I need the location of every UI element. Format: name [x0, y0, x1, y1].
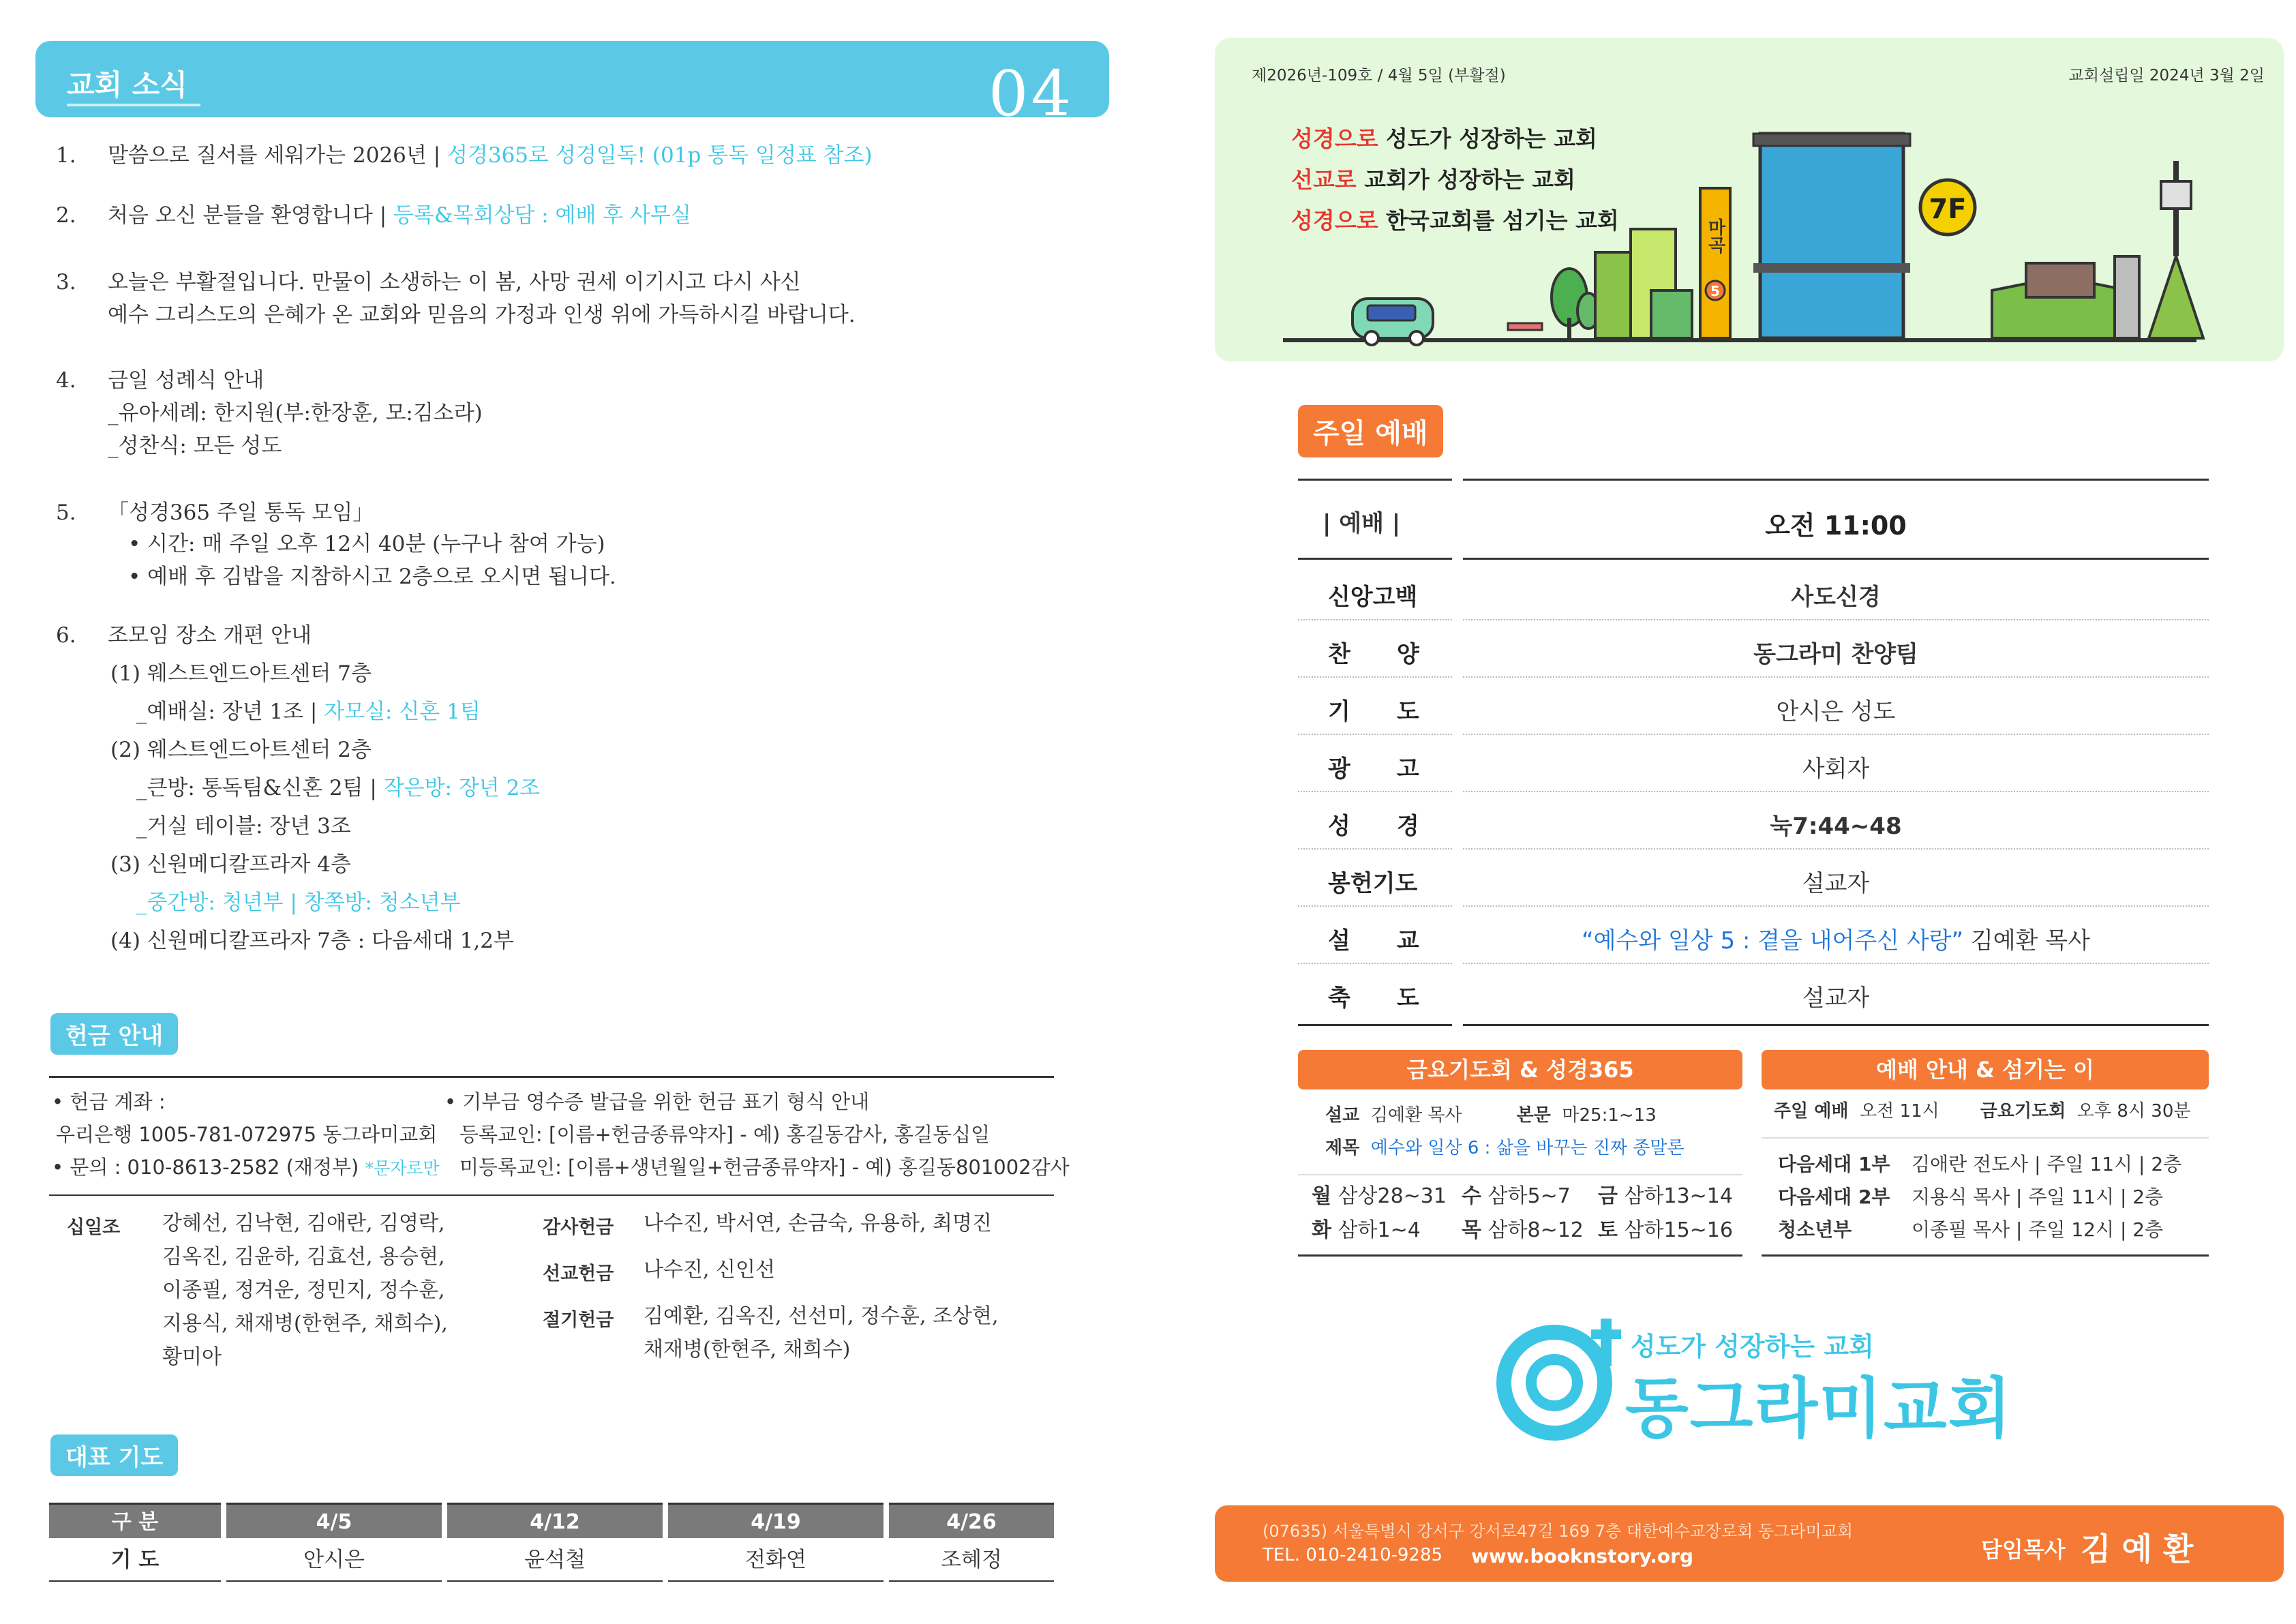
- friday-title: 금요기도회 & 성경365: [1298, 1050, 1742, 1089]
- divider: [49, 1076, 1054, 1078]
- issue-info: 제2026년-109호 / 4월 5일 (부활절): [1252, 67, 1506, 85]
- schedule-day: 금: [1598, 1184, 1618, 1208]
- schedule-reading: 삼상28~31: [1331, 1184, 1447, 1208]
- prayer-header-cell: 구 분: [49, 1503, 221, 1538]
- floor-badge-icon: [1920, 180, 1975, 235]
- schedule-item: [1312, 1179, 1447, 1214]
- friday-row: [1325, 1099, 1685, 1132]
- friday-text: 마25:1~13: [1562, 1105, 1657, 1126]
- services-row: [1778, 1148, 2201, 1181]
- building-icon: [2115, 256, 2139, 338]
- offering-contact-note: *문자로만: [365, 1158, 440, 1178]
- season-label: 절기헌금: [543, 1310, 614, 1331]
- footer-address: (07635) 서울특별시 강서구 강서로47길 169 7층 대한예수교장로회 동그라미교회: [1263, 1522, 1854, 1541]
- schedule-row: [1312, 1214, 1742, 1248]
- prayer-cell: 윤석철: [447, 1539, 663, 1582]
- worship-row-value: 사회자: [1802, 755, 1870, 783]
- worship-row: [1298, 678, 2209, 735]
- bus-icon: [1353, 299, 1433, 345]
- divider: [1463, 479, 2209, 481]
- offering-account-label: • 헌금 계좌 :: [52, 1090, 166, 1113]
- offering-account: 우리은행 1005-781-072975 동그라미교회: [56, 1123, 438, 1146]
- friday-subject: 예수와 일상 6 : 삶을 바꾸는 진짜 종말론: [1370, 1138, 1685, 1158]
- thanks-label: 감사헌금: [543, 1217, 614, 1238]
- news-highlight: 자모실: 신혼 1팀: [317, 700, 481, 724]
- friday-preacher: 김예환 목사: [1370, 1105, 1462, 1126]
- footer-tel: TEL. 010-2410-9285: [1263, 1545, 1443, 1565]
- slogan-highlight: 성경으로: [1291, 207, 1378, 234]
- news-text: (1) 웨스트엔드아트센터 7층: [110, 661, 372, 686]
- divider: [1762, 1137, 2209, 1139]
- worship-head-label: | 예배 |: [1323, 510, 1401, 537]
- worship-row-label: 기 도: [1328, 698, 1419, 725]
- circle-logo-icon: [1489, 1309, 1625, 1445]
- services-title: 예배 안내 & 섬기는 이: [1762, 1050, 2209, 1089]
- worship-row-value: 사도신경: [1791, 584, 1881, 611]
- offering-contact-line: [52, 1151, 440, 1185]
- news-item-2: [108, 199, 691, 232]
- news-num: 3.: [56, 270, 76, 295]
- schedule-item: [1462, 1214, 1584, 1248]
- worship-row: [1298, 792, 2209, 849]
- divider: [1298, 1254, 1742, 1257]
- worship-row-label: 신앙고백: [1328, 584, 1418, 611]
- banner: [1215, 38, 2284, 361]
- services-value: 오후 8시 30분: [2076, 1101, 2191, 1122]
- schedule-item: [1598, 1179, 1733, 1214]
- friday-label: 제목: [1325, 1138, 1360, 1158]
- slogan-text: 한국교회를 섬기는 교회: [1378, 207, 1619, 234]
- friday-label: 설교: [1325, 1105, 1360, 1126]
- pastor-label: 담임목사: [1981, 1537, 2066, 1563]
- worship-row: [1298, 907, 2209, 964]
- schedule-item: [1598, 1214, 1733, 1248]
- receipt-title: • 기부금 영수증 발급을 위한 헌금 표기 형식 안내: [444, 1090, 870, 1113]
- prayer-title: 대표 기도: [50, 1434, 178, 1476]
- worship-row-label: 축 도: [1328, 984, 1419, 1012]
- schedule-item: [1312, 1214, 1421, 1248]
- palace-icon: [1992, 263, 2128, 338]
- worship-row: [1298, 964, 2209, 1021]
- news-text: (3) 신원메디칼프라자 4층: [110, 852, 351, 877]
- tithe-label: 십일조: [67, 1217, 121, 1238]
- news-text: 조모임 장소 개편 안내: [108, 623, 312, 648]
- worship-time: 오전 11:00: [1765, 511, 1907, 541]
- divider: [1463, 558, 2209, 560]
- reading-schedule: [1312, 1179, 1742, 1248]
- news-highlight: 성경365로 성경일독! (01p 통독 일정표 참조): [440, 143, 873, 168]
- services-row-value: 지용식 목사 | 주일 11시 | 2층: [1912, 1186, 2164, 1208]
- worship-title: 주일 예배: [1298, 405, 1443, 457]
- schedule-reading: 삼하1~4: [1331, 1218, 1421, 1242]
- subway-sign-number: 5: [1710, 283, 1720, 299]
- footer: [1215, 1505, 2284, 1582]
- services-label: 금요기도회: [1980, 1101, 2066, 1122]
- services-row-value: 김애란 전도사 | 주일 11시 | 2층: [1912, 1153, 2182, 1175]
- services-list: [1778, 1148, 2201, 1246]
- bench-icon: [1508, 323, 1542, 330]
- news-highlight: 등록&목회상담 : 예배 후 사무실: [387, 203, 691, 228]
- services-label: 주일 예배: [1774, 1101, 1849, 1122]
- schedule-reading: 삼하8~12: [1481, 1218, 1584, 1242]
- news-text: _예배실: 장년 1조 |: [136, 700, 318, 724]
- seoul-tower-icon: [2149, 161, 2203, 338]
- schedule-reading: 삼하15~16: [1617, 1218, 1733, 1242]
- schedule-item: [1462, 1179, 1571, 1214]
- mission-names: 나수진, 신인선: [644, 1258, 775, 1282]
- slogan-highlight: 성경으로: [1291, 125, 1378, 152]
- services-row-label: 청소년부: [1778, 1218, 1852, 1241]
- slogan-highlight: 선교로: [1291, 166, 1357, 193]
- friday-info: [1325, 1099, 1685, 1164]
- page-number: 04: [988, 57, 1074, 130]
- services-row-label: 다음세대 1부: [1778, 1153, 1890, 1175]
- worship-row-label: 봉헌기도: [1328, 870, 1418, 897]
- prayer-header-cell: 4/19: [668, 1503, 883, 1538]
- divider: [1463, 1024, 2209, 1026]
- services-row-label: 다음세대 2부: [1778, 1186, 1890, 1208]
- slogan-text: 교회가 성장하는 교회: [1356, 166, 1576, 193]
- worship-row-label: 광 고: [1328, 755, 1419, 783]
- schedule-day: 화: [1312, 1218, 1331, 1242]
- news-text: 「성경365 주일 통독 모임」: [108, 500, 374, 525]
- news-text: 처음 오신 분들을 환영합니다 |: [108, 203, 387, 228]
- sermon-title: “예수와 일상 5 : 곁을 내어주신 사랑”: [1582, 927, 1964, 954]
- thanks-names: 나수진, 박서연, 손금숙, 유용하, 최명진: [644, 1212, 992, 1235]
- news-text: (2) 웨스트엔드아트센터 2층: [110, 738, 372, 762]
- tree-icon: [1552, 269, 1599, 338]
- divider: [1298, 479, 1452, 481]
- receipt-registered: 등록교인: [이름+헌금종류약자] - 예) 홍길동감사, 홍길동십일: [459, 1123, 991, 1146]
- news-text: _성찬식: 모든 성도: [108, 434, 282, 458]
- news-text: (4) 신원메디칼프라자 7층 : 다음세대 1,2부: [110, 929, 514, 953]
- services-row: [1778, 1181, 2201, 1214]
- city-illustration: [1283, 93, 2258, 359]
- news-item-1: [108, 139, 873, 172]
- prayer-header-cell: 4/5: [226, 1503, 442, 1538]
- news-list: [0, 0, 1132, 968]
- divider: [49, 1194, 1054, 1196]
- worship-row-value: 안시은 성도: [1776, 698, 1896, 725]
- worship-row: [1298, 735, 2209, 792]
- worship-row-label: 성 경: [1328, 813, 1419, 840]
- church-logo: [1489, 1309, 2021, 1445]
- schedule-reading: 삼하13~14: [1617, 1184, 1733, 1208]
- slogan-text: 성도가 성장하는 교회: [1378, 125, 1597, 152]
- divider: [1298, 558, 1452, 560]
- worship-row-label: 설 교: [1328, 927, 1419, 954]
- prayer-cell: 조혜정: [889, 1539, 1054, 1582]
- schedule-day: 월: [1312, 1184, 1331, 1208]
- services-row: [1778, 1214, 2201, 1246]
- divider: [1762, 1254, 2209, 1257]
- worship-row-label: 찬 양: [1328, 641, 1419, 668]
- news-text: • 시간: 매 주일 오후 12시 40분 (누구나 참여 가능): [128, 532, 605, 556]
- section-title: 교회 소식: [67, 68, 187, 102]
- news-text: _유아세례: 한지원(부:한장훈, 모:김소라): [108, 401, 483, 425]
- news-text: _큰방: 통독팀&신혼 2팀 |: [136, 776, 377, 800]
- worship-row: [1298, 563, 2209, 620]
- sermon-value: [1463, 922, 2209, 955]
- news-num: 5.: [56, 500, 76, 525]
- prayer-cell: 전화연: [668, 1539, 883, 1582]
- news-highlight: 작은방: 장년 2조: [376, 776, 541, 800]
- pastor-name: 김 예 환: [2081, 1531, 2194, 1567]
- schedule-day: 목: [1462, 1218, 1481, 1242]
- news-text: • 예배 후 김밥을 지참하시고 2층으로 오시면 됩니다.: [128, 565, 616, 589]
- tithe-names: 강혜선, 김낙현, 김애란, 김영락, 김옥진, 김윤하, 김효선, 용승현, 이종필, 정겨운, 정민지, 정수훈, 지용식, 채재병(한현주, 채희수), 황미아: [162, 1212, 448, 1369]
- schedule-reading: 삼하5~7: [1481, 1184, 1571, 1208]
- mission-label: 선교헌금: [543, 1263, 614, 1284]
- news-num: 2.: [56, 203, 76, 228]
- news-text: 말씀으로 질서를 세워가는 2026년 |: [108, 143, 441, 168]
- offering-title: 헌금 안내: [50, 1013, 178, 1055]
- prayer-row: [49, 1539, 1054, 1582]
- receipt-unregistered: 미등록교인: [이름+생년월일+헌금종류약자] - 예) 홍길동801002감사: [459, 1156, 1070, 1179]
- friday-label: 본문: [1516, 1105, 1551, 1126]
- worship-row: [1298, 849, 2209, 907]
- sermon-preacher: 김예환 목사: [1963, 927, 2090, 954]
- divider: [1298, 1024, 1452, 1026]
- floor-badge-text: 7F: [1929, 194, 1967, 225]
- subway-sign-text: 마곡: [1705, 218, 1725, 254]
- season-names: 김예환, 김옥진, 선선미, 정수훈, 조상현, 채재병(한현주, 채희수): [644, 1304, 999, 1362]
- subway-sign-icon: [1700, 188, 1730, 338]
- worship-order: [1298, 563, 2209, 1021]
- services-times: [1774, 1094, 2191, 1129]
- prayer-cell: 기 도: [49, 1539, 221, 1582]
- services-value: 오전 11시: [1860, 1101, 1939, 1122]
- logo-tagline: 성도가 성장하는 교회: [1631, 1332, 1874, 1362]
- prayer-header-cell: 4/26: [889, 1503, 1054, 1538]
- worship-row: [1298, 620, 2209, 678]
- worship-row-value: 눅7:44~48: [1770, 813, 1902, 840]
- founded-info: 교회설립일 2024년 3월 2일: [2068, 67, 2265, 85]
- prayer-header-cell: 4/12: [447, 1503, 663, 1538]
- news-highlight: _중간방: 청년부 | 창쪽방: 청소년부: [136, 890, 461, 915]
- news-num: 6.: [56, 623, 76, 648]
- schedule-day: 토: [1598, 1218, 1618, 1242]
- news-text: 금일 성례식 안내: [108, 368, 265, 393]
- schedule-row: [1312, 1179, 1742, 1214]
- prayer-cell: 안시은: [226, 1539, 442, 1582]
- building-icon: [1595, 229, 1692, 338]
- footer-website[interactable]: www.booknstory.org: [1471, 1545, 1694, 1567]
- worship-row-value: 설교자: [1802, 984, 1870, 1012]
- news-text: _거실 테이블: 장년 3조: [136, 814, 351, 839]
- friday-row: [1325, 1132, 1685, 1164]
- news-text: 예수 그리스도의 은혜가 온 교회와 믿음의 가정과 인생 위에 가득하시길 바랍니다.: [108, 303, 856, 327]
- news-item-6-1: [136, 695, 481, 728]
- worship-row-value: 동그라미 찬양팀: [1753, 641, 1918, 668]
- divider: [1298, 1174, 1742, 1175]
- logo-name: 동그라미교회: [1625, 1370, 2013, 1447]
- schedule-day: 수: [1462, 1184, 1481, 1208]
- tower-building-icon: [1753, 134, 1910, 338]
- news-text: 오늘은 부활절입니다. 만물이 소생하는 이 봄, 사망 권세 이기시고 다시 사신: [108, 270, 801, 295]
- prayer-header-row: [49, 1503, 1054, 1538]
- news-item-6-2: [136, 772, 540, 805]
- offering-contact: • 문의 : 010-8613-2582 (재정부): [52, 1156, 359, 1179]
- news-num: 4.: [56, 368, 76, 393]
- services-row-value: 이종필 목사 | 주일 12시 | 2층: [1912, 1218, 2164, 1241]
- worship-row-value: 설교자: [1802, 870, 1870, 897]
- news-num: 1.: [56, 143, 76, 168]
